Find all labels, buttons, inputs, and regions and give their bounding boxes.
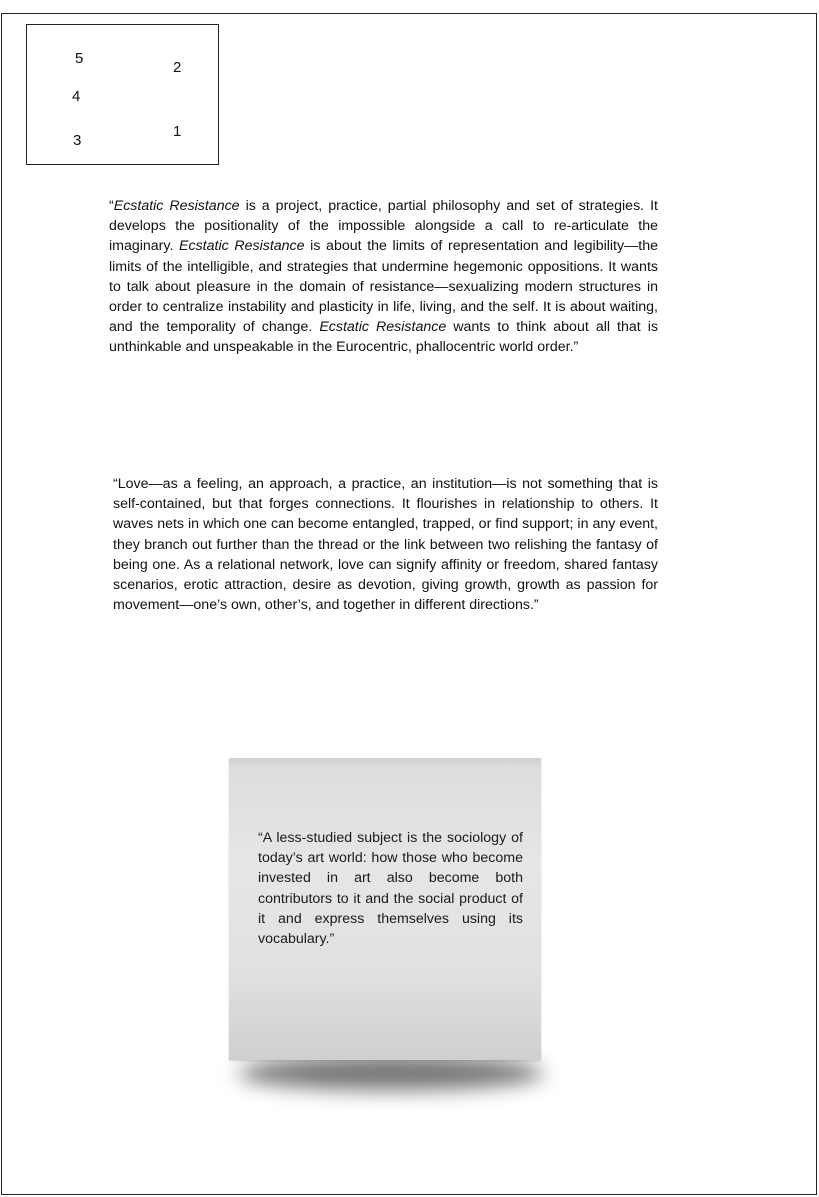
quote-title-1: Ecstatic Resistance xyxy=(113,198,240,214)
quote-text-1: is a project, practice, partial philosophy and set of strategies. It develops the positionality of the impossible alongside a call to re-articulate the imaginary. xyxy=(109,198,658,255)
open-quote-mark: “ xyxy=(109,198,114,214)
love-quote: “Love—as a feeling, an approach, a practice, an institution—is not something that is self-contained, but that forges connections. It flourishes in relationship to others. It waves nets in which one can become entangled, trapped, or find support; in any event, they branch out further than the thread or the link between two relishing the fantasy of being one. As a relational network, love can signify affinity or freedom, shared fantasy scenarios, erotic attraction, desire as devotion, giving growth, growth as passion for movement—one’s own, other’s, and together in different directions.” xyxy=(113,476,658,614)
sticky-note-shadow xyxy=(238,1056,544,1090)
index-number-5: 5 xyxy=(75,50,84,67)
index-number-1: 1 xyxy=(173,123,182,140)
ecstatic-resistance-quote xyxy=(109,196,658,358)
index-number-4: 4 xyxy=(72,88,81,105)
quote-title-2: Ecstatic Resistance xyxy=(179,238,305,255)
index-number-2: 2 xyxy=(173,59,182,76)
sticky-note-quote: “A less-studied subject is the sociology of today’s art world: how those who become invested in art also become both contributors to it and the social product of it and express themselves using its vocabulary.” xyxy=(258,830,523,948)
quote-text-3: wants to think about all that is unthinkable and unspeakable in the Eurocentric, phallocentric world order.” xyxy=(109,319,659,356)
sticky-note-wrapper xyxy=(226,756,556,1106)
index-number-3: 3 xyxy=(73,132,82,149)
quote-title-3: Ecstatic Resistance xyxy=(319,319,447,336)
index-number-box xyxy=(26,24,219,165)
sticky-note xyxy=(229,758,541,1060)
quote-text-2: is about the limits of representation and legibility—the limits of the intelligible, and strategies that undermine hegemonic oppositions. It wants to talk about pleasure in the domain of resistance—sexualizing modern structures in order to centralize instability and plasticity in life, living, and the self. It is about waiting, and the temporality of change. xyxy=(109,238,658,336)
